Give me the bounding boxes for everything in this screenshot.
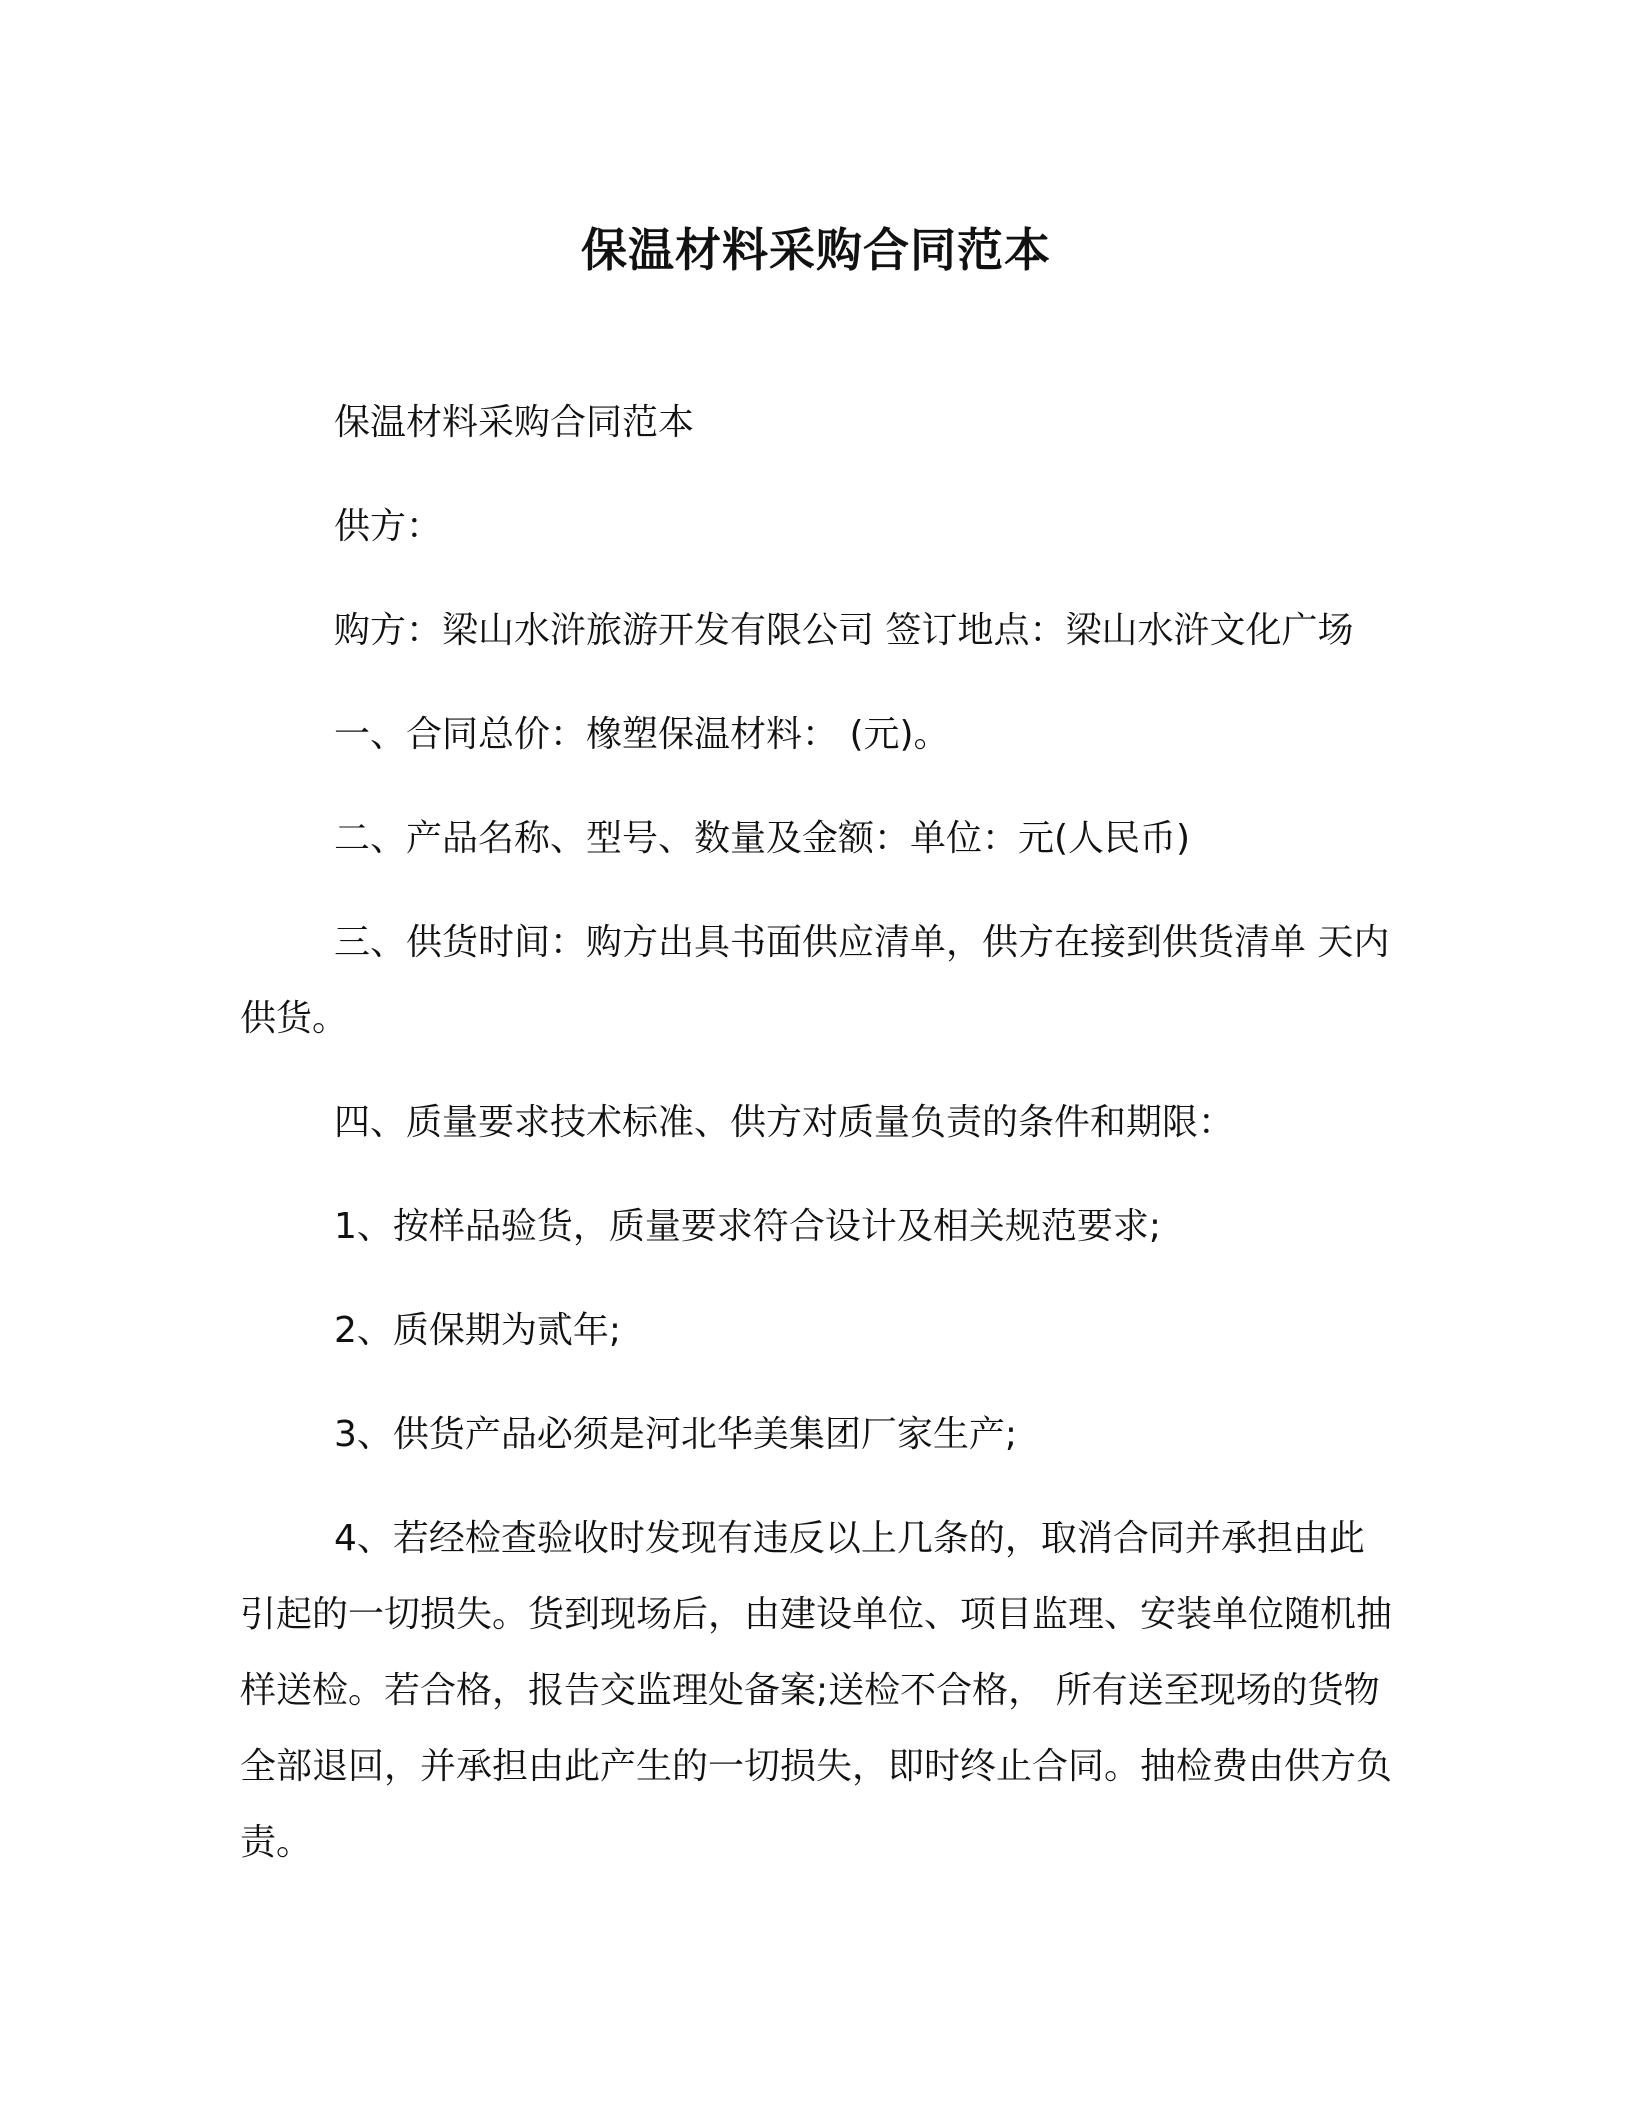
paragraph-product-info: 二、产品名称、型号、数量及金额：单位：元(人民币) bbox=[334, 818, 1191, 859]
paragraph-delivery-time: 三、供货时间：购方出具书面供应清单，供方在接到供货清单 天内供货。 bbox=[240, 922, 1390, 1039]
paragraph-buyer: 购方：梁山水浒旅游开发有限公司 签订地点：梁山水浒文化广场 bbox=[334, 610, 1354, 651]
paragraph-supplier: 供方： bbox=[334, 506, 443, 547]
paragraph-quality-item-2: 2、质保期为贰年; bbox=[334, 1310, 622, 1351]
paragraph-quality-heading: 四、质量要求技术标准、供方对质量负责的条件和期限： bbox=[334, 1102, 1235, 1143]
paragraph-subtitle: 保温材料采购合同范本 bbox=[334, 402, 695, 443]
paragraph-quality-item-3: 3、供货产品必须是河北华美集团厂家生产; bbox=[334, 1414, 1018, 1455]
document-body bbox=[240, 385, 1404, 1881]
paragraph-quality-item-4: 4、若经检查验收时发现有违反以上几条的，取消合同并承担由此引起的一切损失。货到现场后，由建设单位、项目监理、安装单位随机抽样送检。若合格，报告交监理处备案;送检不合格， 所有送至现场的货物全部退回，并承担由此产生的一切损失，即时终止合同。抽检费由供方负 责。 bbox=[240, 1518, 1404, 1863]
paragraph-quality-item-1: 1、按样品验货，质量要求符合设计及相关规范要求; bbox=[334, 1206, 1162, 1247]
document-title: 保温材料采购合同范本 bbox=[581, 223, 1051, 277]
paragraph-total-price: 一、合同总价：橡塑保温材料： (元)。 bbox=[334, 714, 950, 755]
